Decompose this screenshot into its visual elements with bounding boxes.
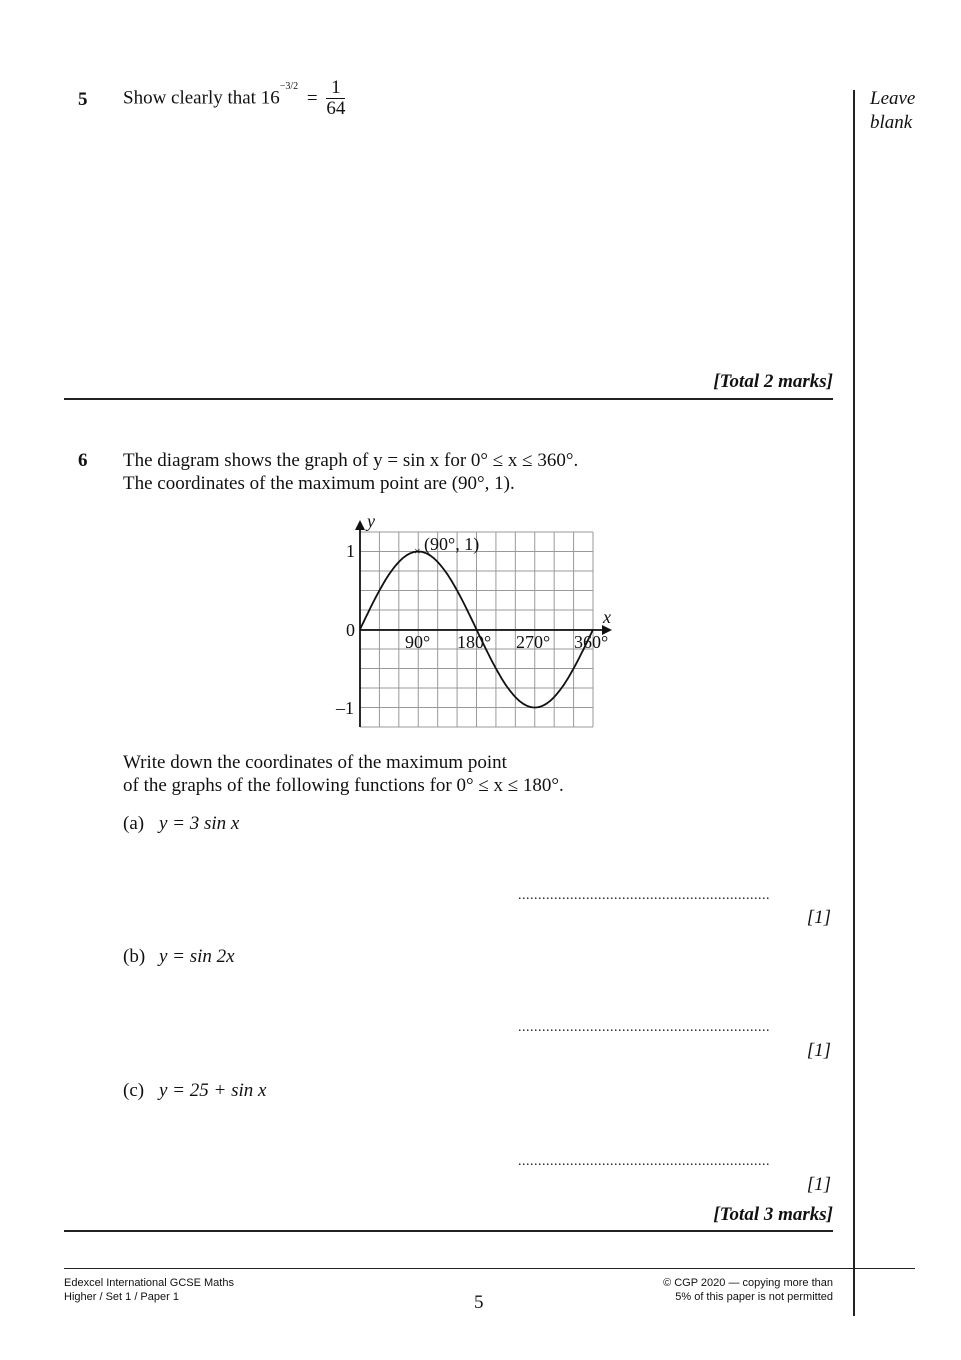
footer-left: Edexcel International GCSE Maths Higher / Set 1 / Paper 1 bbox=[64, 1277, 234, 1303]
y-label: y bbox=[367, 511, 375, 531]
x-tick: 180° bbox=[457, 632, 492, 652]
q6-line3: Write down the coordinates of the maximum point bbox=[123, 752, 507, 773]
max-marker-icon: × bbox=[414, 544, 421, 558]
q6-line2: The coordinates of the maximum point are (90°, 1). bbox=[123, 473, 515, 494]
answer-line-b[interactable]: ............................................................... bbox=[518, 1020, 770, 1035]
part-a-marks: [1] bbox=[806, 907, 831, 928]
q5-number: 5 bbox=[78, 89, 88, 110]
y-tick: –1 bbox=[336, 698, 354, 718]
part-c-label: (c) bbox=[123, 1080, 145, 1101]
footer-right: © CGP 2020 — copying more than 5% of this paper is not permitted bbox=[663, 1277, 833, 1303]
y-tick: 0 bbox=[346, 620, 355, 640]
x-tick: 90° bbox=[405, 632, 431, 652]
q6-line4: of the graphs of the following functions for 0° ≤ x ≤ 180°. bbox=[123, 775, 564, 796]
x-tick: 360° bbox=[574, 632, 609, 652]
answer-line-c[interactable]: ............................................................... bbox=[518, 1154, 770, 1169]
q6-number: 6 bbox=[78, 450, 88, 471]
q5-question: Show clearly that $16^{-3/2}$ = $\frac{1}{64}$ bbox=[123, 77, 346, 119]
leave-label: Leave bbox=[870, 88, 916, 109]
blank-label: blank bbox=[870, 112, 913, 133]
q6-line1: The diagram shows the graph of y = sin x for 0° ≤ x ≤ 360°. bbox=[123, 450, 579, 471]
x-tick: 270° bbox=[516, 632, 551, 652]
x-label: x bbox=[603, 607, 611, 627]
part-c-marks: [1] bbox=[806, 1174, 831, 1195]
q6-total: [Total 3 marks] bbox=[713, 1204, 833, 1225]
divider bbox=[64, 398, 833, 400]
part-b-equation: y = sin 2x bbox=[159, 946, 235, 967]
footer-line bbox=[64, 1268, 915, 1269]
y-arrow-icon bbox=[355, 520, 365, 530]
part-c-equation: y = 25 + sin x bbox=[159, 1080, 267, 1101]
fraction: $\frac{1}{64}$ bbox=[326, 77, 346, 119]
margin-line bbox=[853, 90, 855, 1316]
part-b-label: (b) bbox=[123, 946, 146, 967]
part-a-equation: y = 3 sin x bbox=[159, 813, 240, 834]
q5-total: [Total 2 marks] bbox=[713, 371, 833, 392]
sine-graph bbox=[330, 510, 630, 740]
divider bbox=[64, 1230, 833, 1232]
point-label: (90°, 1) bbox=[424, 534, 480, 554]
part-b-marks: [1] bbox=[806, 1040, 831, 1061]
part-a-label: (a) bbox=[123, 813, 145, 834]
page-number: 5 bbox=[474, 1292, 484, 1313]
y-tick: 1 bbox=[346, 541, 355, 561]
answer-line-a[interactable]: ............................................................... bbox=[518, 888, 770, 903]
